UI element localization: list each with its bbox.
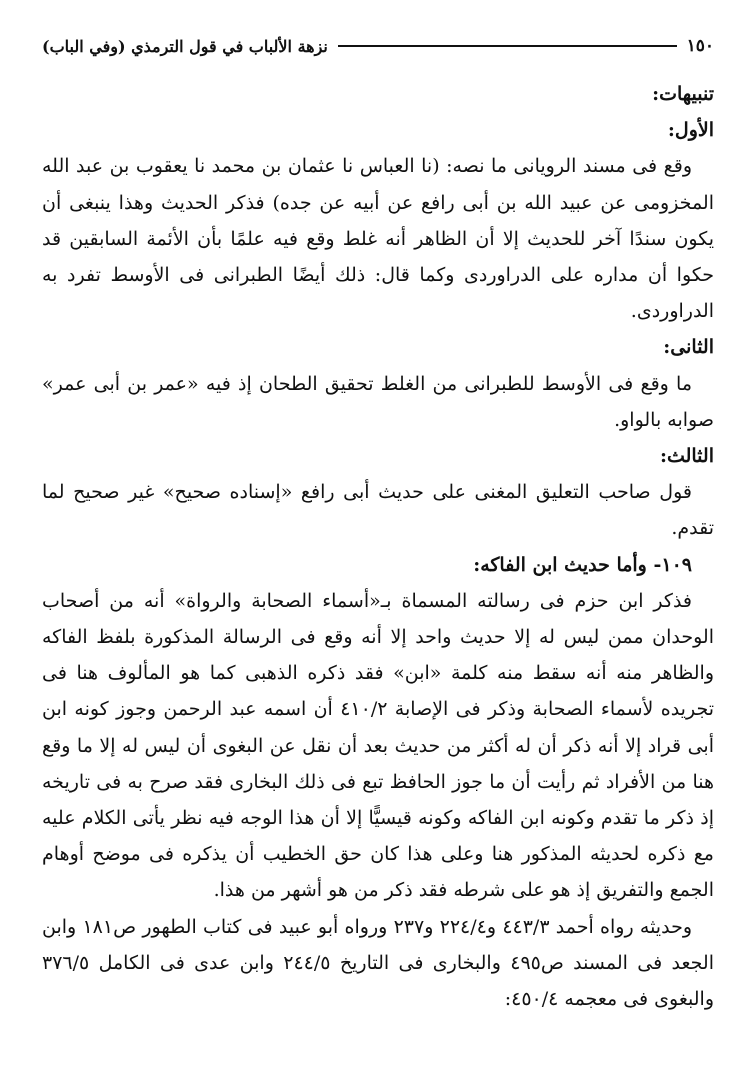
page-header [42, 30, 714, 62]
paragraph-third: قول صاحب التعليق المغنى على حديث أبى رافع «إسناده صحيح» غير صحيح لما تقدم. [42, 481, 714, 540]
book-page [42, 0, 714, 1065]
running-title: نزهة الألباب في قول الترمذي (وفي الباب) [42, 36, 328, 56]
heading-second: الثانى: [663, 336, 714, 359]
header-rule [338, 45, 677, 47]
paragraph-section-2: وحديثه رواه أحمد ٤٤٣/٣ و٢٢٤/٤ و٢٣٧ ورواه أبو عبيد فى كتاب الطهور ص١٨١ وابن الجعد فى المسند ص٤٩٥ والبخارى فى التاريخ ٢٤٤/٥ وابن عدى فى الكامل ٣٧٦/٥ والبغوى فى معجمه ٤٥٠/٤: [42, 915, 714, 1011]
heading-first: الأول: [667, 119, 714, 142]
heading-third: الثالث: [659, 445, 714, 468]
page-body [42, 76, 714, 1017]
page-number: ١٥٠ [686, 36, 714, 56]
paragraph-section-1: فذكر ابن حزم فى رسالته المسماة بـ«أسماء الصحابة والرواة» أنه من أصحاب الوحدان ممن ليس له إلا حديث واحد إلا أنه وقع فى الرسالة المذكورة بلفظ الفاكه والظاهر منه أنه سقط منه كلمة «ابن» فقد ذكره الذهبى كما هو المألوف هنا فى تجريده لأسماء الصحابة وذكر فى الإصابة ٤١٠/٢ أن اسمه عبد الرحمن وجوز كونه ابن أبى قراد إلا أنه ذكر أن له أكثر من حديث بعد أن نقل عن البغوى أن ليس له إلا ما وقع هنا من الأفراد ثم رأيت أن ما جوز الحافظ تبع فى ذلك البخارى فقد صرح به فى تاريخه إذ ذكر ما تقدم وكونه ابن الفاكه وكونه قيسيًّا إلا أن هذا الوجه فيه نظر يأتى الكلام عليه مع ذكره لحديثه المذكور هنا وعلى هذا كان حق الخطيب أن يذكره فى موضح أوهام الجمع والتفريق إذ هو على شرطه فقد ذكر من هو أشهر من هذا. [42, 589, 714, 902]
paragraph-first: وقع فى مسند الرويانى ما نصه: (نا العباس نا عثمان بن محمد نا يعقوب بن عبد الله المخزومى عن عبيد الله بن أبى رافع عن أبيه عن جده) فذكر الحديث وهذا ينبغى أن يكون سندًا آخر للحديث إلا أن الظاهر أنه غلط وقع فيه علمًا بأن الأئمة السابقين قد حكوا أن مداره على الدراوردى وكما قال: ذلك أيضًا الطبرانى فى الأوسط تفرد به الدراوردى. [42, 155, 714, 323]
heading-notes: تنبيهات: [652, 83, 714, 105]
section-heading: ١٠٩- وأما حديث ابن الفاكه: [473, 553, 692, 576]
paragraph-second: ما وقع فى الأوسط للطبرانى من الغلط تحقيق الطحان إذ فيه «عمر بن أبى عمر» صوابه بالواو. [42, 372, 714, 431]
